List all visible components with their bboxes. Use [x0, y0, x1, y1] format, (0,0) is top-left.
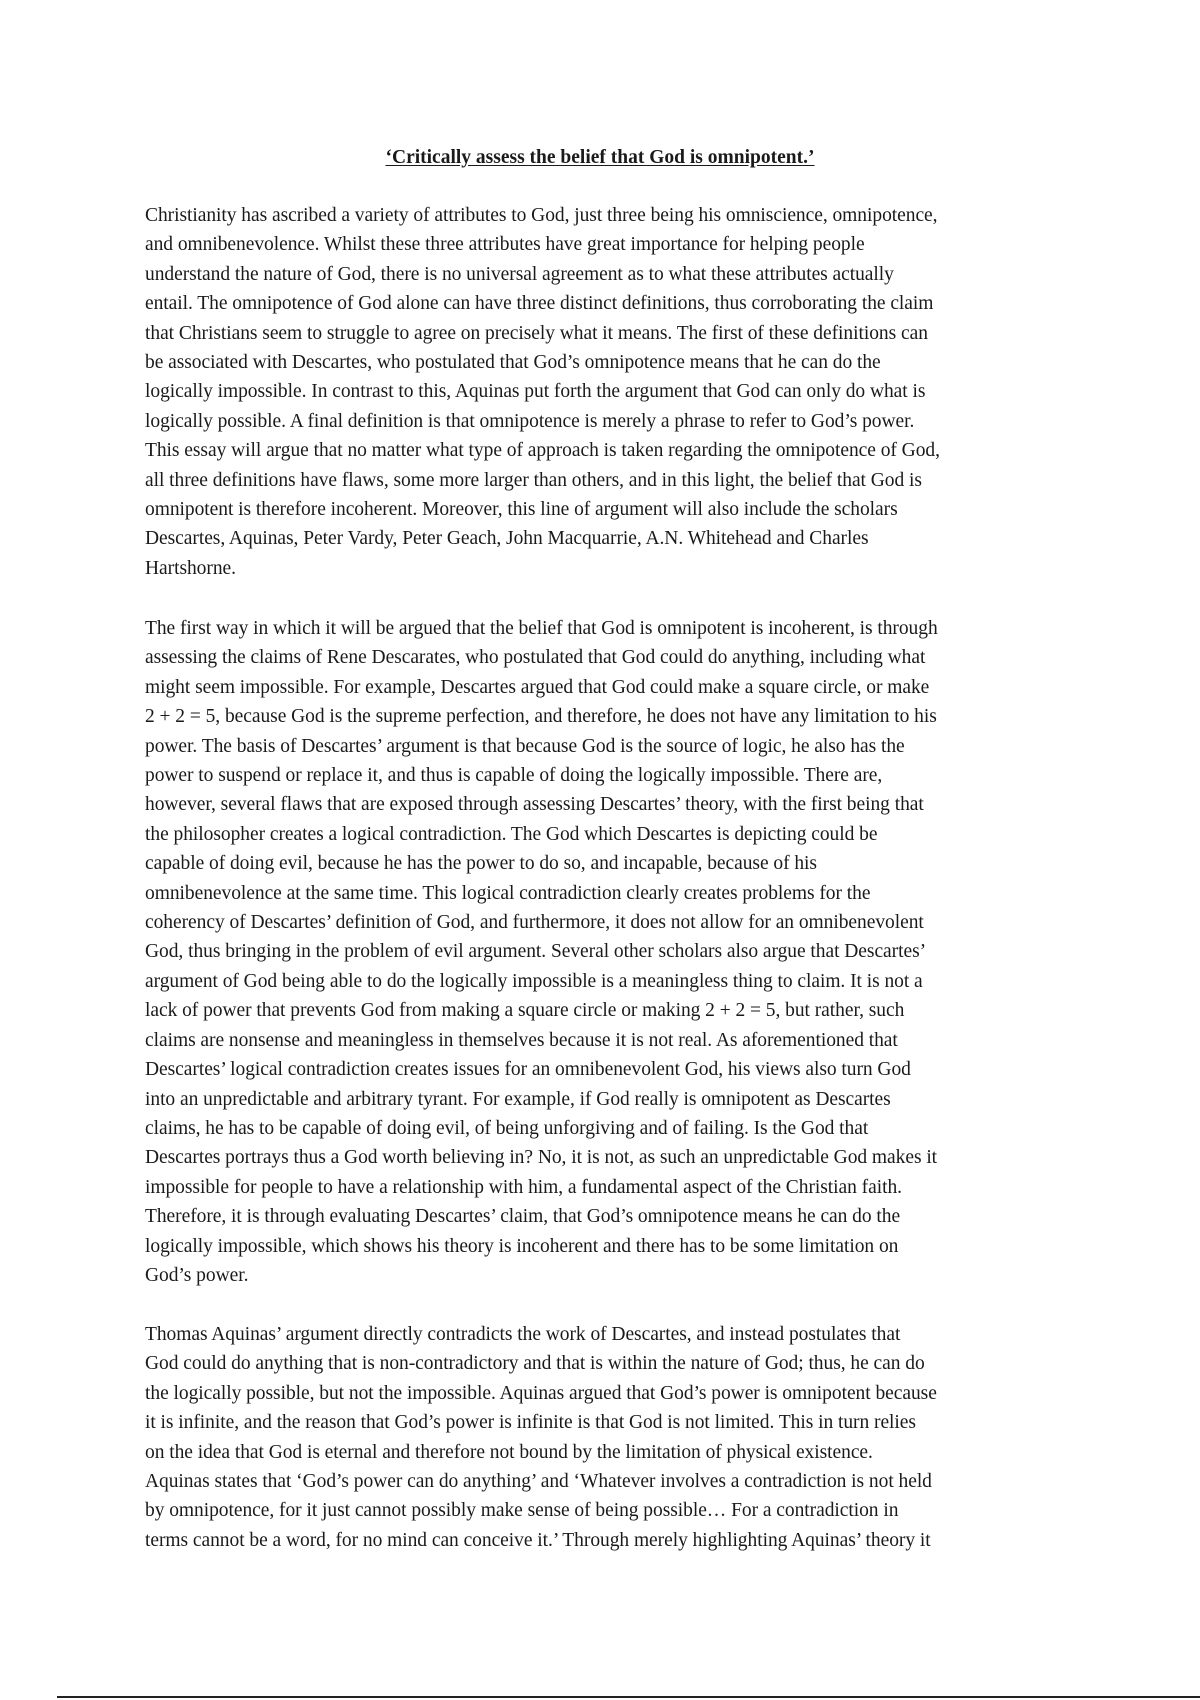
paragraph-introduction [145, 201, 1060, 583]
text-line: Aquinas states that ‘God’s power can do anything’ and ‘Whatever involves a contradiction is not held [145, 1471, 932, 1493]
text-line: the logically possible, but not the impossible. Aquinas argued that God’s power is omnipotent because [145, 1382, 937, 1404]
text-line: on the idea that God is eternal and therefore not bound by the limitation of physical existence. [145, 1441, 873, 1463]
text-line: God could do anything that is non-contradictory and that is within the nature of God; thus, he can do [145, 1353, 925, 1375]
text-line: and omnibenevolence. Whilst these three attributes have great importance for helping people [145, 234, 865, 256]
text-line: claims, he has to be capable of doing evil, of being unforgiving and of failing. Is the God that [145, 1117, 869, 1139]
text-line: The first way in which it will be argued that the belief that God is omnipotent is incoherent, is through [145, 618, 938, 639]
text-line: power to suspend or replace it, and thus is capable of doing the logically impossible. There are, [145, 765, 883, 787]
text-line: into an unpredictable and arbitrary tyrant. For example, if God really is omnipotent as Descartes [145, 1088, 891, 1110]
text-line: understand the nature of God, there is no universal agreement as to what these attributes actually [145, 263, 894, 285]
text-line: Descartes, Aquinas, Peter Vardy, Peter Geach, John Macquarrie, A.N. Whitehead and Charles [145, 528, 869, 550]
text-line: 2 + 2 = 5, because God is the supreme perfection, and therefore, he does not have any limitation to his [145, 706, 937, 728]
text-line: assessing the claims of Rene Descarates, who postulated that God could do anything, including what [145, 647, 926, 669]
text-line: logically impossible. In contrast to this, Aquinas put forth the argument that God can only do what is [145, 381, 926, 403]
text-line: Therefore, it is through evaluating Descartes’ claim, that God’s omnipotence means he can do the [145, 1206, 901, 1228]
text-line: by omnipotence, for it just cannot possibly make sense of being possible… For a contradiction in [145, 1500, 899, 1522]
text-line: logically impossible, which shows his theory is incoherent and there has to be some limitation on [145, 1235, 899, 1257]
text-line: claims are nonsense and meaningless in themselves because it is not real. As aforementioned that [145, 1029, 898, 1051]
text-line: that Christians seem to struggle to agree on precisely what it means. The first of these definitions can [145, 322, 928, 344]
text-line: Thomas Aquinas’ argument directly contradicts the work of Descartes, and instead postulates that [145, 1324, 901, 1345]
paragraph-aquinas [145, 1320, 1060, 1555]
text-line: capable of doing evil, because he has the power to do so, and incapable, because of his [145, 853, 817, 875]
text-line: power. The basis of Descartes’ argument is that because God is the source of logic, he also has the [145, 735, 905, 757]
essay-title: ‘Critically assess the belief that God is omnipotent.’ [385, 147, 815, 168]
text-line: Christianity has ascribed a variety of attributes to God, just three being his omniscience, omnipotence, [145, 205, 938, 226]
text-line: lack of power that prevents God from making a square circle or making 2 + 2 = 5, but rather, such [145, 1000, 905, 1022]
text-line: it is infinite, and the reason that God’s power is infinite is that God is not limited. This in turn relies [145, 1412, 916, 1434]
text-line: omnibenevolence at the same time. This logical contradiction clearly creates problems for the [145, 882, 871, 904]
text-line: omnipotent is therefore incoherent. Moreover, this line of argument will also include the scholars [145, 499, 898, 521]
text-line: God’s power. [145, 1264, 249, 1286]
text-line: all three definitions have flaws, some more larger than others, and in this light, the belief that God is [145, 469, 922, 491]
text-line: entail. The omnipotence of God alone can have three distinct definitions, thus corroborating the claim [145, 293, 934, 315]
text-line: Descartes portrays thus a God worth believing in? No, it is not, as such an unpredictable God makes it [145, 1147, 938, 1169]
text-line: however, several flaws that are exposed through assessing Descartes’ theory, with the first being that [145, 794, 924, 816]
text-line: the philosopher creates a logical contradiction. The God which Descartes is depicting could be [145, 823, 878, 845]
text-line: impossible for people to have a relationship with him, a fundamental aspect of the Christian faith. [145, 1176, 902, 1198]
text-line: might seem impossible. For example, Descartes argued that God could make a square circle, or make [145, 676, 930, 698]
text-line: argument of God being able to do the logically impossible is a meaningless thing to claim. It is not a [145, 970, 923, 992]
paragraph-descartes [145, 614, 1060, 1290]
text-line: logically possible. A final definition is that omnipotence is merely a phrase to refer to God’s power. [145, 410, 915, 432]
text-line: coherency of Descartes’ definition of God, and furthermore, it does not allow for an omnibenevolent [145, 912, 924, 934]
text-line: be associated with Descartes, who postulated that God’s omnipotence means that he can do the [145, 352, 881, 374]
text-line: This essay will argue that no matter what type of approach is taken regarding the omnipotence of God, [145, 440, 940, 462]
text-line: Hartshorne. [145, 557, 236, 579]
page-bottom-rule [57, 1696, 1200, 1698]
text-line: God, thus bringing in the problem of evil argument. Several other scholars also argue that Descartes’ [145, 941, 927, 963]
text-line: Descartes’ logical contradiction creates issues for an omnibenevolent God, his views also turn God [145, 1059, 911, 1081]
text-line: terms cannot be a word, for no mind can conceive it.’ Through merely highlighting Aquinas’ theory it [145, 1529, 931, 1551]
